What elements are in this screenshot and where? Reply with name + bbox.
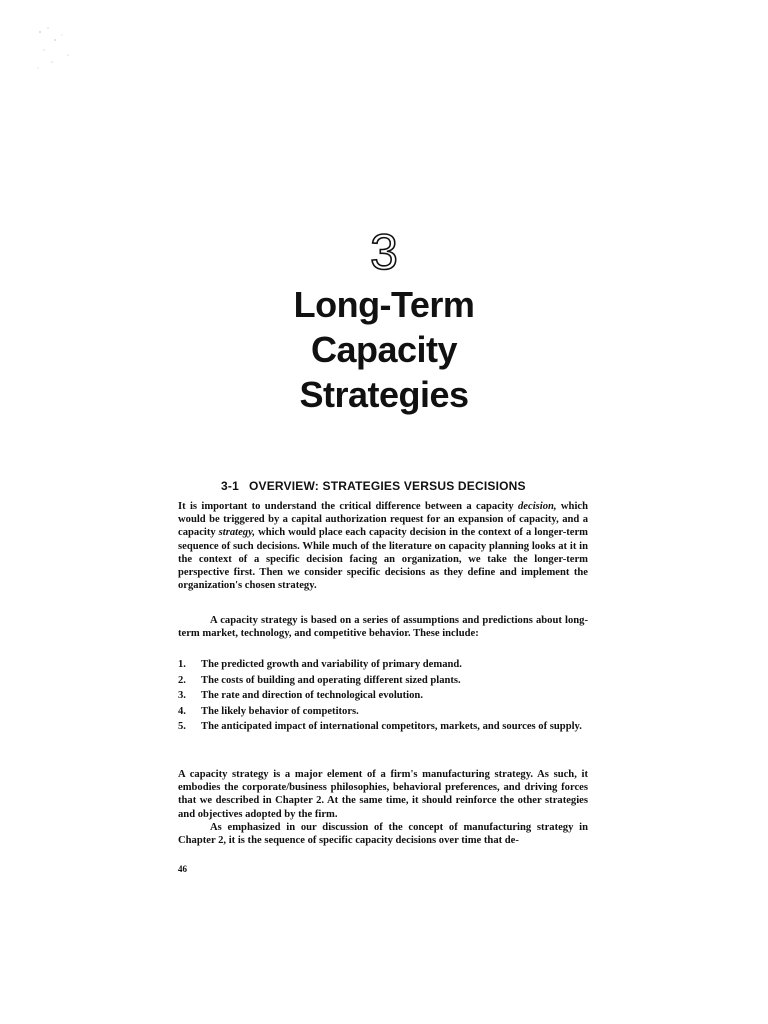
paragraph-text: which would place each capacity decision in the context of a longer-term sequence of such decisions. While much of the literature on capacity planning looks at it in the context of a specific decision facing an organization, we take the longer-term perspective first. Then we consider specific decisions as they define and implement the organization's chosen strategy. [178,527,588,592]
body-paragraph [178,768,588,847]
list-item [178,719,588,735]
chapter-number: 3 [370,224,398,280]
chapter-title [0,282,768,417]
paragraph-text: It is important to understand the critical difference between a capacity [178,501,518,512]
assumptions-list [178,657,588,735]
body-paragraph [178,500,588,592]
list-text: The costs of building and operating different sized plants. [201,674,461,686]
paragraph-text: A capacity strategy is based on a series of assumptions and predictions about long-term market, technology, and competitive behavior. These include: [178,615,588,640]
page-number: 46 [178,864,187,874]
section-title: OVERVIEW: STRATEGIES VERSUS DECISIONS [248,479,526,493]
list-number: 2. [178,674,186,686]
body-paragraph [178,614,588,640]
list-text: The anticipated impact of international competitors, markets, and sources of supply. [201,721,582,733]
list-number: 4. [178,705,186,717]
chapter-title-line: Capacity [310,329,458,370]
chapter-title-line: Long-Term [293,284,475,325]
chapter-title-line: Strategies [299,374,469,415]
section-number: 3-1 [221,479,239,493]
paragraph-text: A capacity strategy is a major element of a firm's manufacturing strategy. As such, it embodies the corporate/business philosophies, behavioral preferences, and driving forces that we described in Chapter 2. At the same time, it should reinforce the other strategies and objectives adopted by the firm. [178,769,588,820]
list-text: The likely behavior of competitors. [201,705,359,717]
list-number: 3. [178,690,186,702]
emphasis-text: decision, [518,501,557,512]
paragraph-text: which would be triggered by a capital authorization request for an expansion of capacity, and a capacity [178,501,588,539]
list-number: 1. [178,659,186,670]
list-text: The rate and direction of technological evolution. [201,690,423,702]
section-heading [221,478,526,494]
scan-speckle [30,20,80,80]
paragraph-text: As emphasized in our discussion of the concept of manufacturing strategy in Chapter 2, it is the sequence of specific capacity decisions over time that de- [178,821,588,847]
list-item [178,673,588,689]
list-item [178,688,588,704]
list-item [178,657,588,673]
list-text: The predicted growth and variability of primary demand. [201,659,462,670]
emphasis-text: strategy, [218,527,256,539]
list-item [178,704,588,720]
list-number: 5. [178,721,186,733]
